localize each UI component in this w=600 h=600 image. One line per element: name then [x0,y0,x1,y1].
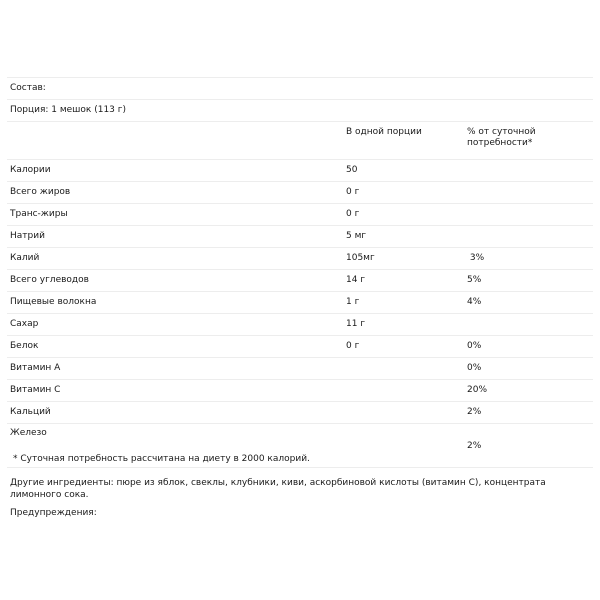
nutrient-daily-value [463,226,593,248]
nutrient-amount [343,402,463,424]
warnings-label: Предупреждения: [10,508,97,518]
nutrient-row [7,358,593,380]
header-per-serving: В одной порции [343,122,463,160]
nutrient-name: Витамин С [7,380,343,402]
nutrient-amount: 14 г [343,270,463,292]
header-empty-cell [7,122,343,160]
nutrient-daily-value: 5% [463,270,593,292]
nutrient-row [7,402,593,424]
nutrient-row [7,336,593,358]
nutrient-daily-value: 2% [463,424,593,455]
composition-label: Состав: [7,78,593,100]
nutrient-daily-value: 0% [463,336,593,358]
nutrient-row [7,182,593,204]
serving-label: Порция: 1 мешок (113 г) [7,100,593,122]
nutrition-panel [7,77,593,464]
nutrient-amount: 0 г [343,336,463,358]
footnote: * Суточная потребность рассчитана на диету в 2000 калорий. [13,454,310,464]
nutrient-amount [343,424,463,455]
nutrient-row [7,380,593,402]
nutrient-amount: 50 [343,160,463,182]
nutrient-row [7,248,593,270]
nutrient-name: Железо [7,424,343,455]
nutrient-daily-value [463,160,593,182]
nutrient-name: Всего жиров [7,182,343,204]
footnote-row [7,454,593,464]
nutrient-daily-value [463,314,593,336]
nutrient-daily-value [463,182,593,204]
nutrient-name: Пищевые волокна [7,292,343,314]
nutrient-name: Витамин А [7,358,343,380]
other-ingredients-section [7,467,593,501]
nutrient-amount: 1 г [343,292,463,314]
nutrient-daily-value: 2% [463,402,593,424]
nutrient-name: Белок [7,336,343,358]
header-daily-value-line1: % от суточной [467,127,536,137]
header-row [7,122,593,160]
nutrient-row [7,270,593,292]
nutrient-daily-value: 0% [463,358,593,380]
serving-row [7,100,593,122]
nutrient-row [7,424,593,455]
nutrient-row [7,160,593,182]
nutrient-name: Сахар [7,314,343,336]
nutrient-name: Натрий [7,226,343,248]
nutrient-amount [343,358,463,380]
nutrient-name: Кальций [7,402,343,424]
nutrient-amount: 0 г [343,182,463,204]
nutrient-amount: 105мг [343,248,463,270]
nutrient-name: Калий [7,248,343,270]
nutrient-name: Калории [7,160,343,182]
nutrient-amount: 5 мг [343,226,463,248]
nutrient-row [7,292,593,314]
nutrient-name: Всего углеводов [7,270,343,292]
nutrition-table [7,77,593,464]
nutrient-row [7,204,593,226]
nutrient-amount [343,380,463,402]
nutrient-row [7,226,593,248]
nutrient-name: Транс-жиры [7,204,343,226]
nutrient-daily-value: 4% [463,292,593,314]
nutrient-amount: 0 г [343,204,463,226]
composition-row [7,78,593,100]
other-ingredients-text: Другие ингредиенты: пюре из яблок, свеклы, клубники, киви, аскорбиновой кислоты (витамин С), концентрата лимонного сока. [10,478,546,500]
nutrient-row [7,314,593,336]
nutrient-amount: 11 г [343,314,463,336]
nutrient-daily-value [463,204,593,226]
header-daily-value [463,122,593,160]
nutrient-daily-value: 20% [463,380,593,402]
nutrient-daily-value: 3% [463,248,593,270]
header-daily-value-line2: потребности* [467,138,533,148]
